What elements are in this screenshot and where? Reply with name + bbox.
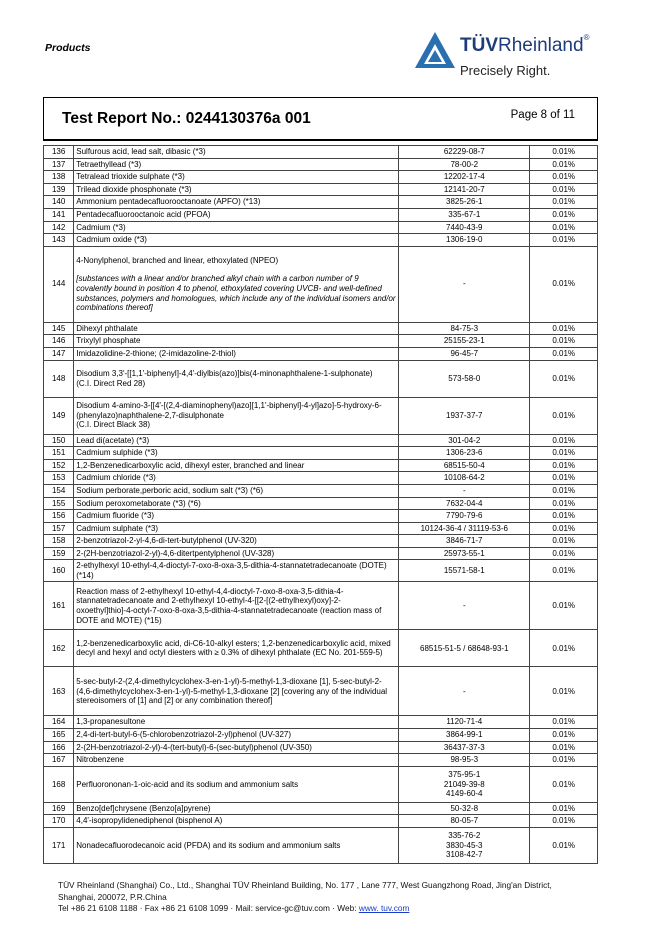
substance-name: 2-ethylhexyl 10-ethyl-4,4-dioctyl-7-oxo-8-oxa-3,5-dithia-4-stannatetradecanoate (DOTE) (*14) <box>74 560 399 582</box>
limit-value: 0.01% <box>530 447 598 460</box>
limit-value: 0.01% <box>530 459 598 472</box>
table-row <box>44 522 598 535</box>
cas-number: 25155-23-1 <box>399 335 530 348</box>
cas-number: 68515-50-4 <box>399 459 530 472</box>
limit-value: 0.01% <box>530 560 598 582</box>
row-number: 141 <box>44 208 74 221</box>
cas-number: 573-58-0 <box>399 360 530 397</box>
row-number: 144 <box>44 246 74 322</box>
limit-value: 0.01% <box>530 434 598 447</box>
section-label: Products <box>45 42 91 54</box>
substance-name: Trixylyl phosphate <box>74 335 399 348</box>
limit-value: 0.01% <box>530 766 598 802</box>
table-row <box>44 397 598 434</box>
table-row <box>44 171 598 184</box>
substance-name: Cadmium (*3) <box>74 221 399 234</box>
table-row <box>44 434 598 447</box>
table-row <box>44 347 598 360</box>
table-row <box>44 802 598 815</box>
limit-value: 0.01% <box>530 582 598 630</box>
row-number: 166 <box>44 741 74 754</box>
table-row <box>44 630 598 667</box>
footer-web-link[interactable]: www. tuv.com <box>358 903 410 913</box>
table-row <box>44 158 598 171</box>
table-row <box>44 221 598 234</box>
row-number: 150 <box>44 434 74 447</box>
row-number: 139 <box>44 183 74 196</box>
table-row <box>44 547 598 560</box>
table-row <box>44 335 598 348</box>
cas-number: 3846-71-7 <box>399 535 530 548</box>
cas-number: 15571-58-1 <box>399 560 530 582</box>
substance-name: 5-sec-butyl-2-(2,4-dimethylcyclohex-3-en-1-yl)-5-methyl-1,3-dioxane [1], 5-sec-butyl-2-(4,6-dimethylcyclohex-3-en-1-yl)-5-methyl-1,3-dioxane [2] [covering any of the individual stereoisomers of [1] and [2] or any combination thereof] <box>74 667 399 716</box>
row-number: 168 <box>44 766 74 802</box>
row-number: 157 <box>44 522 74 535</box>
table-row <box>44 560 598 582</box>
cas-number: 36437-37-3 <box>399 741 530 754</box>
table-row <box>44 246 598 322</box>
substance-name: Imidazolidine-2-thione; (2-imidazoline-2-thiol) <box>74 347 399 360</box>
limit-value: 0.01% <box>530 208 598 221</box>
row-number: 169 <box>44 802 74 815</box>
limit-value: 0.01% <box>530 815 598 828</box>
table-row <box>44 497 598 510</box>
limit-value: 0.01% <box>530 729 598 742</box>
cas-number: 3825-26-1 <box>399 196 530 209</box>
substance-name: Nitrobenzene <box>74 754 399 767</box>
substance-name: Lead di(acetate) (*3) <box>74 434 399 447</box>
row-number: 165 <box>44 729 74 742</box>
cas-number: 96-45-7 <box>399 347 530 360</box>
substance-name: 4-Nonylphenol, branched and linear, ethoxylated (NPEO) [substances with a linear and/or branched alkyl chain with a carbon number of 9 covalently bound in position 4 to phenol, ethoxylated covering UVCB- and well-defined substances, polymers and homologues, which include any of the individual isomers and/or combinations thereof] <box>74 246 399 322</box>
limit-value: 0.01% <box>530 158 598 171</box>
substance-name: 4,4'-isopropylidenediphenol (bisphenol A) <box>74 815 399 828</box>
substance-name: Cadmium sulphate (*3) <box>74 522 399 535</box>
table-row <box>44 815 598 828</box>
table-row <box>44 716 598 729</box>
limit-value: 0.01% <box>530 183 598 196</box>
row-number: 151 <box>44 447 74 460</box>
substance-name: Benzo[def]chrysene (Benzo[a]pyrene) <box>74 802 399 815</box>
page-number: Page 8 of 11 <box>510 109 575 121</box>
substance-name: Cadmium sulphide (*3) <box>74 447 399 460</box>
substance-name: 1,3-propanesultone <box>74 716 399 729</box>
table-row <box>44 208 598 221</box>
row-number: 142 <box>44 221 74 234</box>
cas-number: 1937-37-7 <box>399 397 530 434</box>
row-number: 162 <box>44 630 74 667</box>
cas-number: 7440-43-9 <box>399 221 530 234</box>
limit-value: 0.01% <box>530 630 598 667</box>
cas-number: - <box>399 246 530 322</box>
cas-number: 10108-64-2 <box>399 472 530 485</box>
row-number: 153 <box>44 472 74 485</box>
substance-name: Dihexyl phthalate <box>74 322 399 335</box>
limit-value: 0.01% <box>530 322 598 335</box>
cas-number: 68515-51-5 / 68648-93-1 <box>399 630 530 667</box>
tagline: Precisely Right. <box>460 63 551 78</box>
table-row <box>44 729 598 742</box>
substance-name: Trilead dioxide phosphonate (*3) <box>74 183 399 196</box>
cas-number: 10124-36-4 / 31119-53-6 <box>399 522 530 535</box>
row-number: 152 <box>44 459 74 472</box>
row-number: 149 <box>44 397 74 434</box>
cas-number: - <box>399 667 530 716</box>
cas-number: 12141-20-7 <box>399 183 530 196</box>
substance-name: Cadmium chloride (*3) <box>74 472 399 485</box>
footer-city: Shanghai, 200072, P.R.China <box>58 891 167 902</box>
substance-name: Ammonium pentadecafluorooctanoate (APFO) (*13) <box>74 196 399 209</box>
substance-table <box>43 145 598 864</box>
cas-number: 80-05-7 <box>399 815 530 828</box>
brand-name: TÜVRheinland® <box>460 33 590 56</box>
row-number: 145 <box>44 322 74 335</box>
limit-value: 0.01% <box>530 397 598 434</box>
substance-name: Sulfurous acid, lead salt, dibasic (*3) <box>74 146 399 159</box>
row-number: 137 <box>44 158 74 171</box>
limit-value: 0.01% <box>530 472 598 485</box>
substance-name: Cadmium fluoride (*3) <box>74 510 399 523</box>
limit-value: 0.01% <box>530 221 598 234</box>
limit-value: 0.01% <box>530 484 598 497</box>
report-title: Test Report No.: 0244130376a 001 <box>62 110 311 127</box>
substance-name: 2-benzotriazol-2-yl-4,6-di-tert-butylphenol (UV-320) <box>74 535 399 548</box>
table-row <box>44 146 598 159</box>
table-row <box>44 828 598 864</box>
table-row <box>44 234 598 247</box>
row-number: 138 <box>44 171 74 184</box>
cas-number: 78-00-2 <box>399 158 530 171</box>
cas-number: 1306-23-6 <box>399 447 530 460</box>
cas-number: 7632-04-4 <box>399 497 530 510</box>
footer <box>58 880 618 915</box>
row-number: 155 <box>44 497 74 510</box>
table-row <box>44 667 598 716</box>
row-number: 136 <box>44 146 74 159</box>
limit-value: 0.01% <box>530 754 598 767</box>
cas-number: 1306-19-0 <box>399 234 530 247</box>
limit-value: 0.01% <box>530 828 598 864</box>
substance-name: Sodium peroxometaborate (*3) (*6) <box>74 497 399 510</box>
tuv-triangle-icon <box>413 30 457 70</box>
row-number: 143 <box>44 234 74 247</box>
table-row <box>44 459 598 472</box>
limit-value: 0.01% <box>530 535 598 548</box>
substance-name: Tetraethyllead (*3) <box>74 158 399 171</box>
row-number: 147 <box>44 347 74 360</box>
cas-number: 301-04-2 <box>399 434 530 447</box>
limit-value: 0.01% <box>530 741 598 754</box>
substance-name: Reaction mass of 2-ethylhexyl 10-ethyl-4,4-dioctyl-7-oxo-8-oxa-3,5-dithia-4-stannatetradecanoate and 2-ethylhexyl 10-ethyl-4-[[2-[(2-ethylhexyl)oxy]-2-oxoethyl]thio]-4-octyl-7-oxo-8-oxa-3,5-dithia-4-stannatetradecanoate (reaction mass of DOTE and MOTE) (*15) <box>74 582 399 630</box>
row-number: 160 <box>44 560 74 582</box>
table-row <box>44 510 598 523</box>
row-number: 163 <box>44 667 74 716</box>
table-row <box>44 766 598 802</box>
substance-name: 2,4-di-tert-butyl-6-(5-chlorobenzotriazol-2-yl)phenol (UV-327) <box>74 729 399 742</box>
cas-number: 335-76-2 3830-45-3 3108-42-7 <box>399 828 530 864</box>
limit-value: 0.01% <box>530 667 598 716</box>
cas-number: 98-95-3 <box>399 754 530 767</box>
limit-value: 0.01% <box>530 547 598 560</box>
table-row <box>44 754 598 767</box>
cas-number: 25973-55-1 <box>399 547 530 560</box>
limit-value: 0.01% <box>530 510 598 523</box>
substance-name: 2-(2H-benzotriazol-2-yl)-4-(tert-butyl)-6-(sec-butyl)phenol (UV-350) <box>74 741 399 754</box>
cas-number: 7790-79-6 <box>399 510 530 523</box>
footer-contact: Tel +86 21 6108 1188 · Fax +86 21 6108 1099 · Mail: service-gc@tuv.com · Web: www. tuv.com <box>58 903 410 913</box>
cas-number: 62229-08-7 <box>399 146 530 159</box>
table-row <box>44 484 598 497</box>
limit-value: 0.01% <box>530 335 598 348</box>
row-number: 154 <box>44 484 74 497</box>
report-header-box <box>43 97 598 141</box>
cas-number: 84-75-3 <box>399 322 530 335</box>
limit-value: 0.01% <box>530 234 598 247</box>
cas-number: 12202-17-4 <box>399 171 530 184</box>
table-row <box>44 196 598 209</box>
table-row <box>44 535 598 548</box>
table-row <box>44 447 598 460</box>
row-number: 156 <box>44 510 74 523</box>
substance-name: 1,2-benzenedicarboxylic acid, di-C6-10-alkyl esters; 1,2-benzenedicarboxylic acid, mixed decyl and hexyl and octyl diesters with ≥ 0.3% of dihexyl phthalate (EC No. 201-559-5) <box>74 630 399 667</box>
row-number: 146 <box>44 335 74 348</box>
limit-value: 0.01% <box>530 716 598 729</box>
limit-value: 0.01% <box>530 347 598 360</box>
substance-name: Cadmium oxide (*3) <box>74 234 399 247</box>
table-row <box>44 472 598 485</box>
tuv-logo <box>413 30 628 82</box>
substance-name: Disodium 3,3'-[[1,1'-biphenyl]-4,4'-diylbis(azo)]bis(4-minonaphthalene-1-sulphonate) (C.I. Direct Red 28) <box>74 360 399 397</box>
row-number: 159 <box>44 547 74 560</box>
row-number: 167 <box>44 754 74 767</box>
substance-description: [substances with a linear and/or branched alkyl chain with a carbon number of 9 covalently bound in position 4 to phenol, ethoxylated covering UVCB- and well-defined substances, polymers and homologues, which include any of the individual isomers and/or combinations thereof] <box>76 274 396 313</box>
substance-name: Pentadecafluorooctanoic acid (PFOA) <box>74 208 399 221</box>
row-number: 161 <box>44 582 74 630</box>
row-number: 170 <box>44 815 74 828</box>
cas-number: 1120-71-4 <box>399 716 530 729</box>
row-number: 158 <box>44 535 74 548</box>
table-row <box>44 582 598 630</box>
table-row <box>44 741 598 754</box>
limit-value: 0.01% <box>530 522 598 535</box>
limit-value: 0.01% <box>530 802 598 815</box>
cas-number: 3864-99-1 <box>399 729 530 742</box>
limit-value: 0.01% <box>530 246 598 322</box>
cas-number: 335-67-1 <box>399 208 530 221</box>
substance-name: Perfluorononan-1-oic-acid and its sodium and ammonium salts <box>74 766 399 802</box>
row-number: 140 <box>44 196 74 209</box>
cas-number: - <box>399 582 530 630</box>
substance-name: Tetralead trioxide sulphate (*3) <box>74 171 399 184</box>
limit-value: 0.01% <box>530 171 598 184</box>
footer-address: TÜV Rheinland (Shanghai) Co., Ltd., Shanghai TÜV Rheinland Building, No. 177 , Lane 777, West Guangzhong Road, Jing'an District, <box>58 880 552 890</box>
substance-name: Nonadecafluorodecanoic acid (PFDA) and its sodium and ammonium salts <box>74 828 399 864</box>
substance-name: 2-(2H-benzotriazol-2-yl)-4,6-ditertpentylphenol (UV-328) <box>74 547 399 560</box>
limit-value: 0.01% <box>530 196 598 209</box>
row-number: 171 <box>44 828 74 864</box>
row-number: 164 <box>44 716 74 729</box>
limit-value: 0.01% <box>530 497 598 510</box>
cas-number: 375-95-1 21049-39-8 4149-60-4 <box>399 766 530 802</box>
substance-name: 1,2-Benzenedicarboxylic acid, dihexyl ester, branched and linear <box>74 459 399 472</box>
cas-number: - <box>399 484 530 497</box>
cas-number: 50-32-8 <box>399 802 530 815</box>
substance-name: Sodium perborate,perboric acid, sodium salt (*3) (*6) <box>74 484 399 497</box>
substance-name: Disodium 4-amino-3-[[4'-[(2,4-diaminophenyl)azo][1,1'-biphenyl]-4-yl]azo]-5-hydroxy-6-(phenylazo)naphthalene-2,7-disulphonate (C.I. Direct Black 38) <box>74 397 399 434</box>
table-row <box>44 183 598 196</box>
row-number: 148 <box>44 360 74 397</box>
table-row <box>44 360 598 397</box>
table-row <box>44 322 598 335</box>
limit-value: 0.01% <box>530 360 598 397</box>
limit-value: 0.01% <box>530 146 598 159</box>
